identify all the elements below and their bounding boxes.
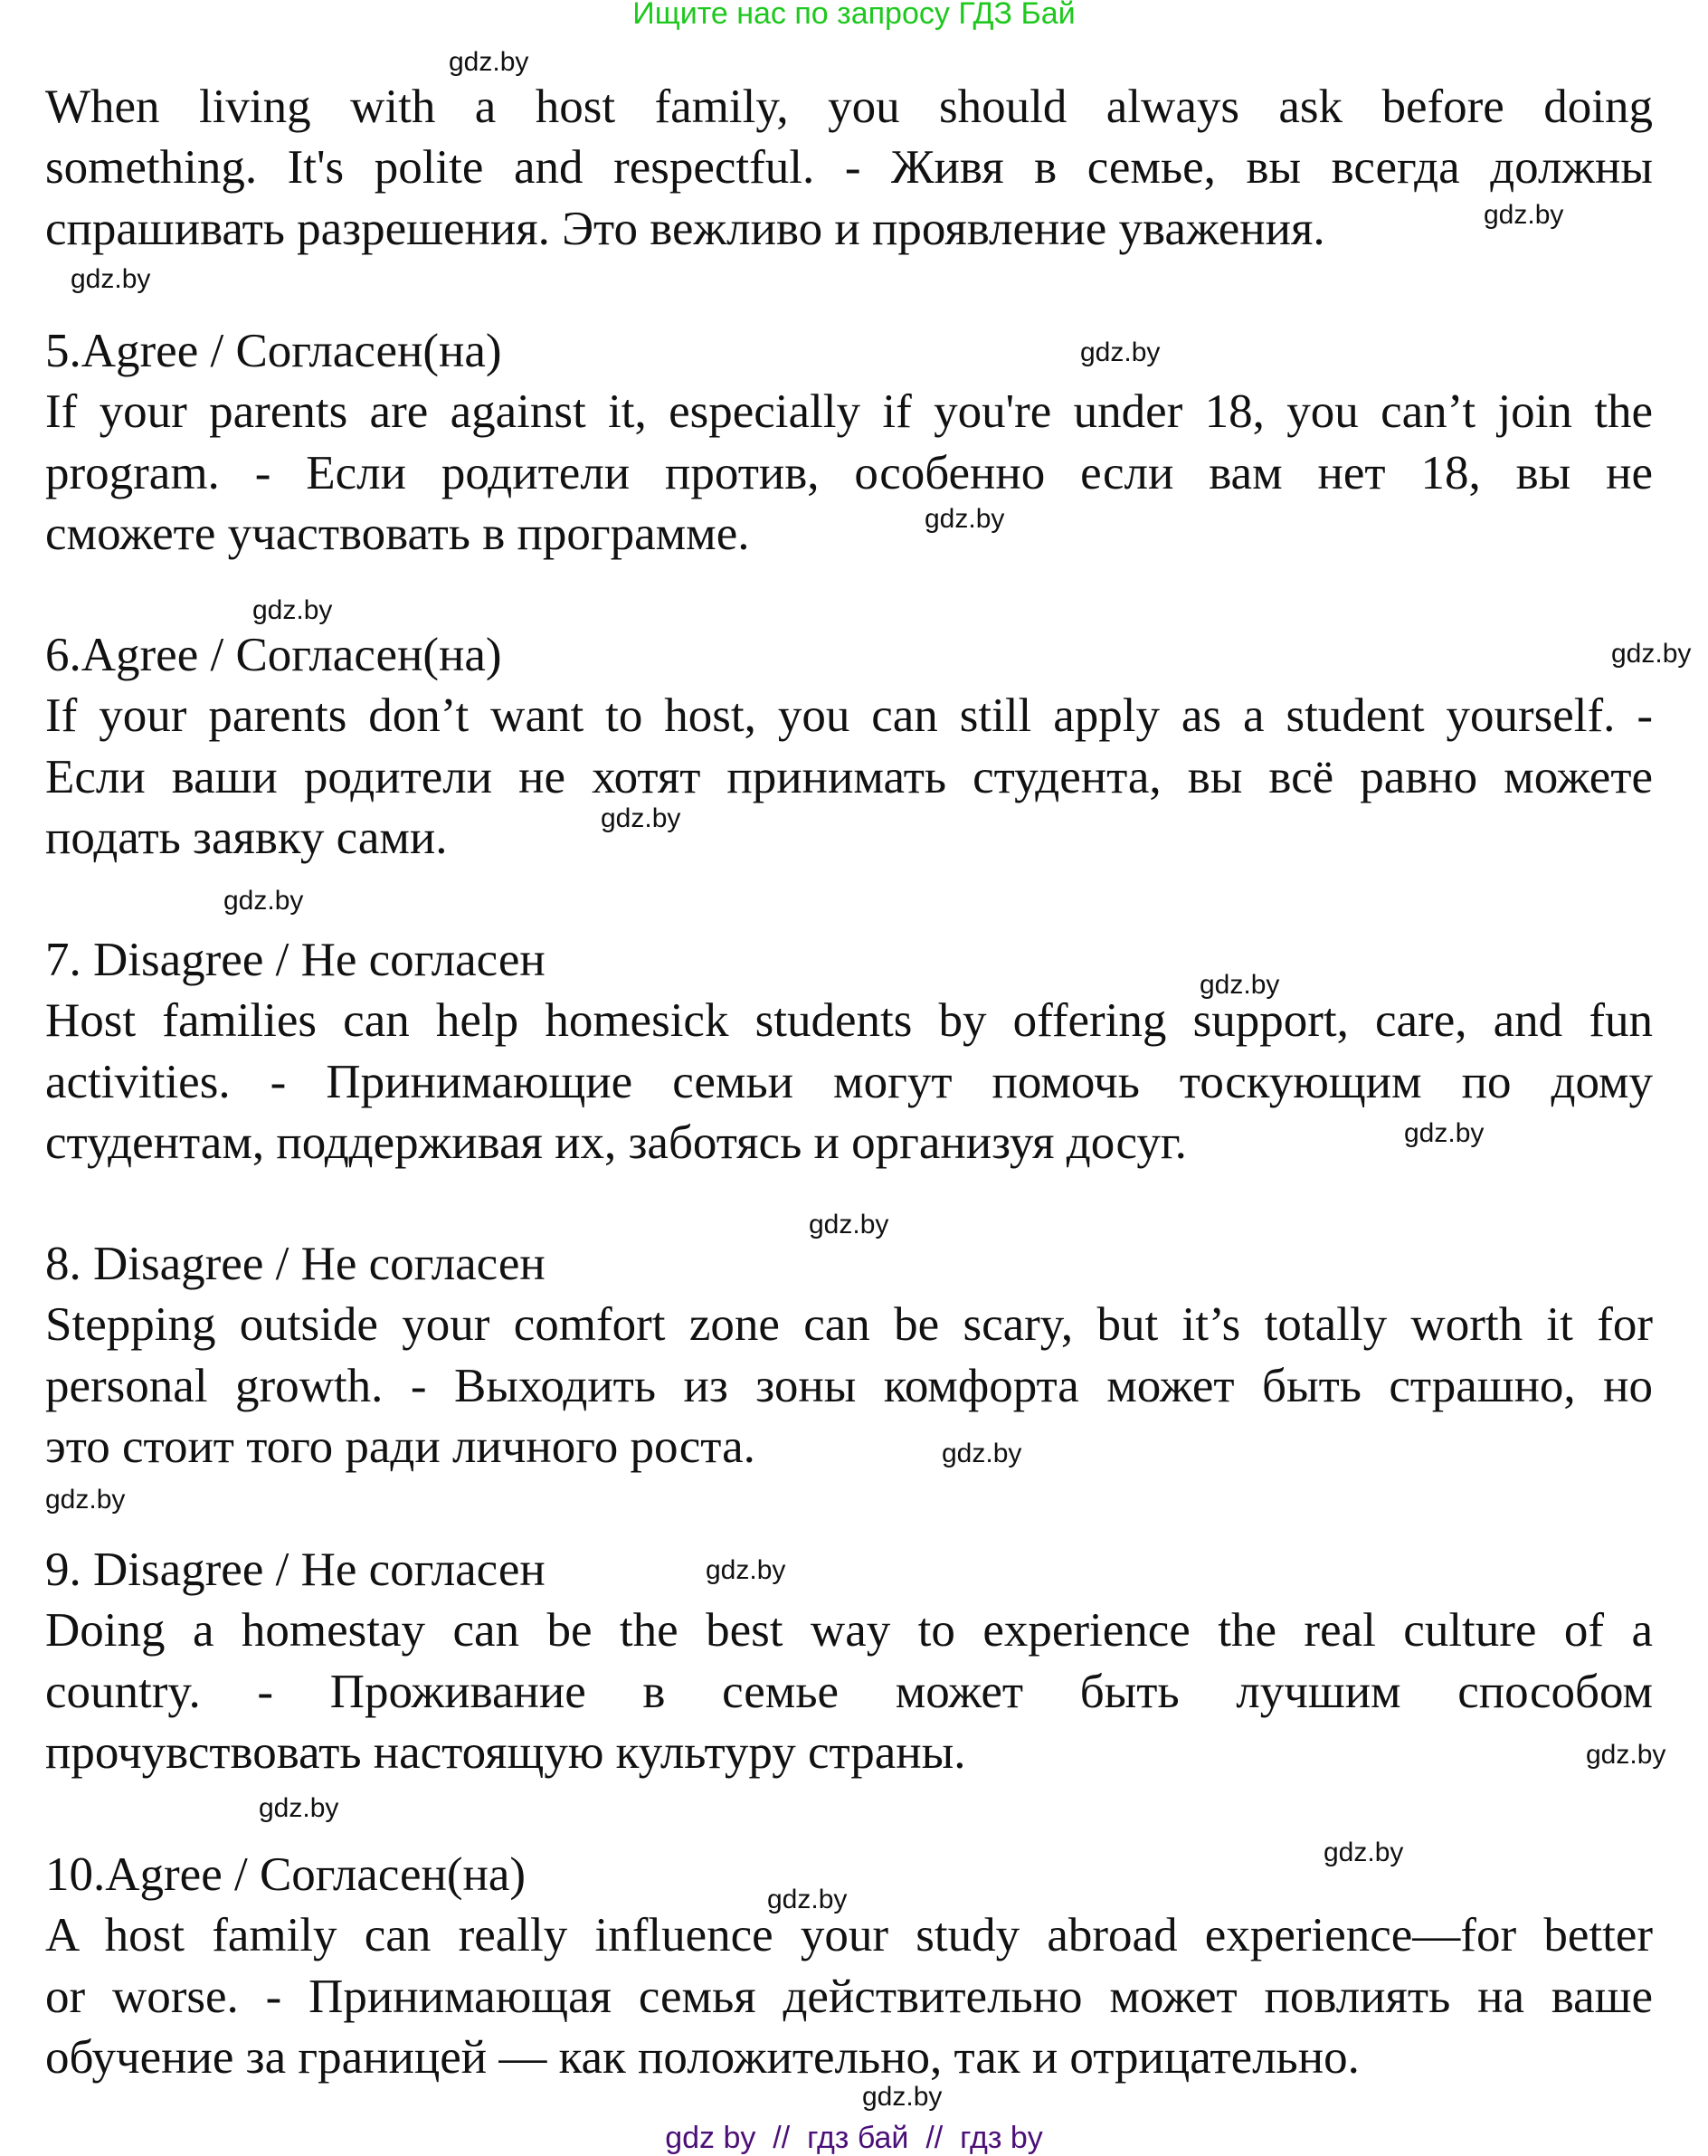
text-line: A host family can really influence your study abroad experience—for better xyxy=(45,1909,1653,1962)
watermark: gdz.by xyxy=(601,803,681,833)
answer-heading: 8. Disagree / Не согласен xyxy=(45,1238,546,1290)
answer-heading: 5.Agree / Согласен(на) xyxy=(45,325,502,377)
watermark: gdz.by xyxy=(862,2082,943,2112)
text-line: Если ваши родители не хотят принимать студента, вы всё равно можете xyxy=(45,750,1653,803)
intro-paragraph xyxy=(45,77,1653,260)
text-line: спрашивать разрешения. Это вежливо и проявление уважения. xyxy=(45,202,1325,255)
text-line: обучение за границей — как положительно, так и отрицательно. xyxy=(45,2031,1360,2085)
text-line: If your parents are against it, especially if you're under 18, you can’t join the xyxy=(45,385,1653,439)
text-line: or worse. - Принимающая семья действительно может повлиять на ваше xyxy=(45,1970,1653,2023)
watermark: gdz.by xyxy=(45,1485,126,1515)
text-line: program. - Если родители против, особенно если вам нет 18, вы не xyxy=(45,446,1653,499)
answer-item xyxy=(45,321,1653,565)
answer-item xyxy=(45,1234,1653,1478)
text-line: Doing a homestay can be the best way to experience the real culture of a xyxy=(45,1604,1653,1657)
watermark: gdz.by xyxy=(1404,1118,1485,1148)
text-line: If your parents don’t want to host, you can still apply as a student yourself. - xyxy=(45,689,1653,743)
watermark: gdz.by xyxy=(809,1210,889,1239)
text-line: это стоит того ради личного роста. xyxy=(45,1420,755,1474)
answer-heading: 9. Disagree / Не согласен xyxy=(45,1543,546,1596)
watermark: gdz.by xyxy=(1080,337,1161,367)
watermark: gdz.by xyxy=(1324,1838,1404,1867)
answer-heading: 10.Agree / Согласен(на) xyxy=(45,1848,527,1901)
text-line: activities. - Принимающие семьи могут помочь тоскующим по дому xyxy=(45,1055,1653,1108)
watermark: gdz.by xyxy=(223,886,304,916)
watermark: gdz.by xyxy=(925,504,1005,534)
text-line: something. It's polite and respectful. - Живя в семье, вы всегда должны xyxy=(45,141,1653,195)
watermark: gdz.by xyxy=(71,264,151,294)
text-line: Host families can help homesick students by offering support, care, and fun xyxy=(45,994,1653,1048)
watermark: gdz.by xyxy=(767,1885,848,1914)
watermark: gdz.by xyxy=(449,47,529,77)
watermark: gdz.by xyxy=(1484,200,1564,230)
answer-item xyxy=(45,1540,1653,1784)
text-line: personal growth. - Выходить из зоны комфорта может быть страшно, но xyxy=(45,1359,1653,1412)
answer-item xyxy=(45,1845,1653,2089)
answer-heading: 7. Disagree / Не согласен xyxy=(45,934,546,986)
text-line: When living with a host family, you should always ask before doing xyxy=(45,81,1653,133)
watermark: gdz.by xyxy=(706,1555,786,1585)
text-line: студентам, поддерживая их, заботясь и организуя досуг. xyxy=(45,1116,1187,1170)
text-line: сможете участвовать в программе. xyxy=(45,508,750,561)
watermark: gdz.by xyxy=(1200,970,1280,1000)
watermark: gdz.by xyxy=(1586,1740,1666,1770)
answer-heading: 6.Agree / Согласен(на) xyxy=(45,629,502,681)
watermark: gdz.by xyxy=(1611,639,1692,669)
text-line: прочувствовать настоящую культуру страны. xyxy=(45,1726,966,1780)
text-line: Stepping outside your comfort zone can be scary, but it’s totally worth it for xyxy=(45,1298,1653,1352)
text-line: подать заявку сами. xyxy=(45,812,448,865)
watermark: gdz.by xyxy=(259,1793,339,1823)
watermark: gdz.by xyxy=(942,1439,1022,1468)
text-line: country. - Проживание в семье может быть лучшим способом xyxy=(45,1665,1653,1718)
footer-links[interactable]: gdz by // гдз бай // гдз by xyxy=(665,2121,1043,2155)
search-hint-banner: Ищите нас по запросу ГДЗ Бай xyxy=(632,0,1076,31)
watermark: gdz.by xyxy=(252,595,333,625)
answer-item xyxy=(45,625,1653,869)
